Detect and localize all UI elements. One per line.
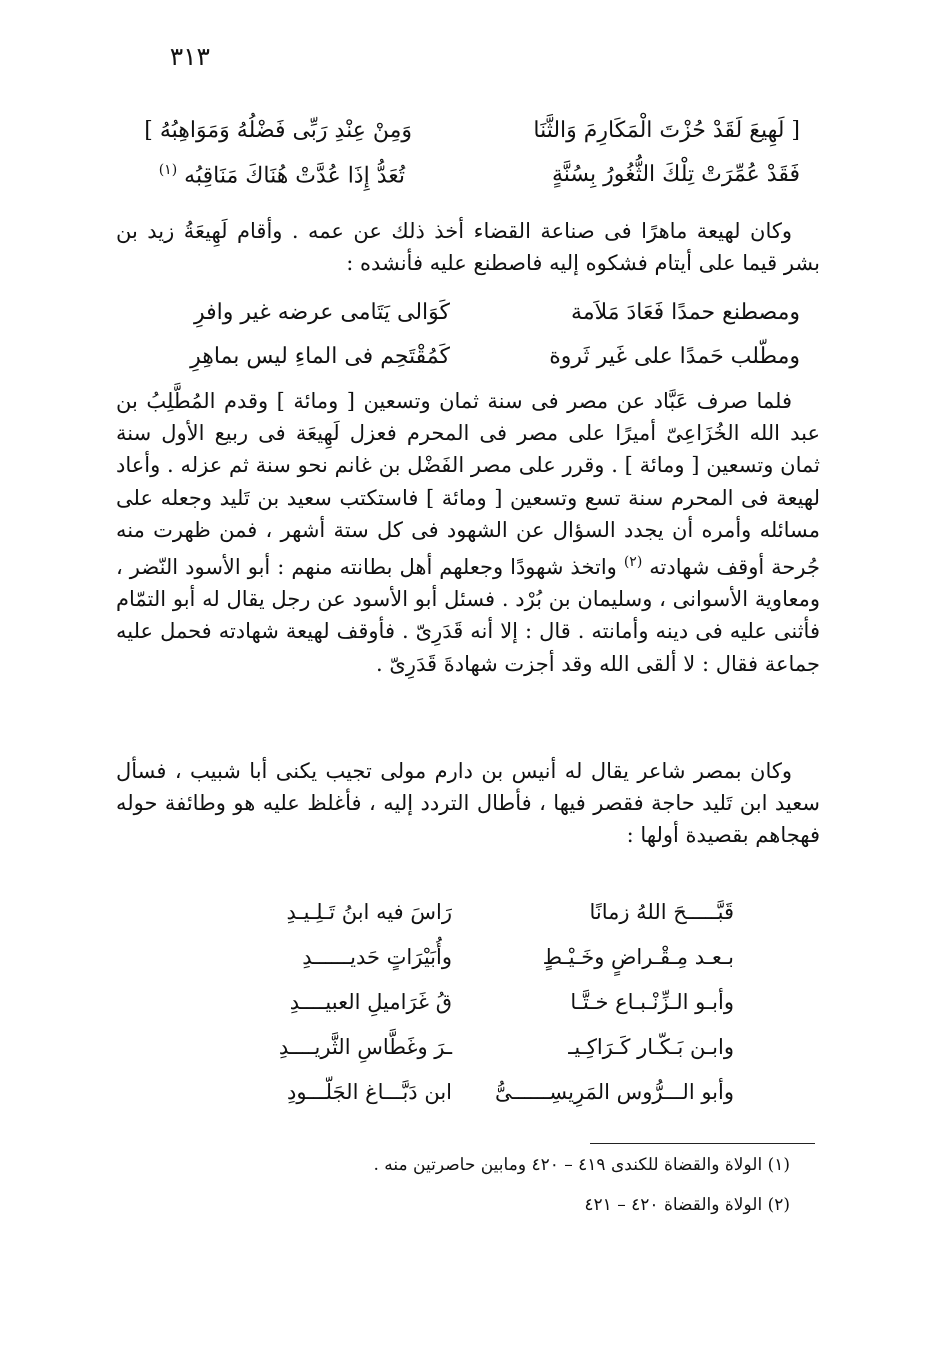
poem-line-4 <box>204 1035 734 1075</box>
poem-hemistich-first: وأبـو الـزِّنْـبـاع خـتَّـا <box>570 990 734 1014</box>
verse-hemistich-first: فَقَدْ عُمِّرَتْ تِلْكَ الثُّغُورُ بِسُنَّةٍ <box>551 162 800 187</box>
verse-hemistich-first: ومطّلب حَمدًا على غَير ثَروة <box>549 344 800 369</box>
poem-line-3 <box>204 990 734 1030</box>
footnote-2: (٢) الولاة والقضاة ٤٢٠ – ٤٢١ <box>584 1195 790 1215</box>
paragraph-text-part-2: واتخذ شهودًا وجعلهم أهل بطانته منهم : أبو الأسود النّضر ، ومعاوية الأسوانى ، وسليمان بن بُرْد . فسئل أبو الأسود عن رجل يقال له أبو التمّام فأثنى عليه فى دينه وأمانته . قال : إلا أنه قَدَرِىّ . فأوقف لهيعة شهادته فحمل عليه جماعة فقال : لا ألقى الله وقد أجزت شهادةَ قَدَرِىّ . <box>116 555 820 676</box>
verse-hemistich-first: ومصطنع حمدًا فَعَادَ مَلاَمة <box>571 300 800 325</box>
poem-hemistich-first: وأبو الـــرُّوس المَرِيسِــــــىُّ <box>494 1080 734 1104</box>
verse-hemistich-second: كَوَالى يَتَامى عرضه غير وافرِ <box>194 300 450 325</box>
verse-text: تُعَدُّ إِذَا عُدَّتْ هُنَاكَ مَنَاقِبُه <box>184 163 405 189</box>
poem-hemistich-first: وابـن بَـكّـار كَـرَاكِـيـ <box>568 1035 734 1059</box>
verse-hemistich-second <box>159 162 405 188</box>
poem-hemistich-second: ـرَ وغَطَّاسِ الثَّريــــدِ <box>278 1035 452 1059</box>
opening-verse-2 <box>120 162 800 198</box>
paragraph-text: وكان لهيعة ماهرًا فى صناعة القضاء أخذ ذلك عن عمه . وأقام لَهِيعَةُ زيد بن بشر قيما على أيتام فشكوه إليه فاصطنع عليه فأنشده : <box>116 219 820 276</box>
middle-verse-2 <box>120 344 800 380</box>
paragraph-2 <box>116 385 820 680</box>
page-number: ٣١٣ <box>169 42 210 71</box>
paragraph-3 <box>116 755 820 852</box>
paragraph-text-part-1: فلما صرف عَبَّاد عن مصر فى سنة ثمان وتسعين [ ومائة ] وقدم المُطَّلِبُ بن عبد الله الخُزَاعِىّ أميرًا على مصر فى المحرم فعزل لَهِيعَة فى ربيع الأول سنة ثمان وتسعين [ ومائة ] . وقرر على مصر الفَضْل بن غانم نحو سنة ثم عزله . وأعاد لهيعة فى المحرم سنة تسع وتسعين [ ومائة ] فاستكتب سعيد بن تَليد وجعله على مسائله وأمره أن يجدد السؤال عن الشهود فى كل ستة أشهر ، فمن ظهرت منه جُرحة أوقف شهادته <box>116 389 820 580</box>
footnote-marker-2[interactable]: (٢) <box>623 554 643 571</box>
footnote-divider <box>590 1143 815 1144</box>
paragraph-text: وكان بمصر شاعر يقال له أنيس بن دارم مولى تجيب يكنى أبا شبيب ، فسأل سعيد ابن تَليد حاجة فقصر فيها ، فأطال التردد إليه ، فأغلظ عليه هو وطائفة حوله فهجاهم بقصيدة أولها : <box>116 759 820 848</box>
footnote-1: (١) الولاة والقضاة للكندى ٤١٩ – ٤٢٠ ومابين حاصرتين منه . <box>373 1155 790 1175</box>
paragraph-1 <box>116 215 820 279</box>
poem-hemistich-first: قَبَّـــــحَ اللهُ زمانًا <box>589 900 734 924</box>
poem-line-2 <box>204 945 734 985</box>
poem-line-1 <box>204 900 734 940</box>
verse-hemistich-second: وَمِنْ عِنْدِ رَبِّى فَضْلُهُ وَمَوَاهِبُهُ ] <box>144 118 412 143</box>
paragraph-text <box>116 385 820 680</box>
poem-hemistich-second: قُ غَرَاميلِ العبيــــدِ <box>289 990 452 1014</box>
verse-hemistich-second: كَمُقْتَحِم فى الماءِ ليس بماهِرِ <box>190 344 450 369</box>
opening-verse-1 <box>120 118 800 154</box>
poem-hemistich-second: رَاسَ فيه ابنُ تَـلِـيـدِ <box>286 900 452 924</box>
poem-line-5 <box>204 1080 734 1120</box>
poem-hemistich-second: وأُبَيْرَاتٍ حَديــــــدِ <box>302 945 452 969</box>
verse-hemistich-first: [ لَهِيعَ لَقَدْ حُزْتَ الْمَكَارِمَ وَالثَّنَا <box>533 118 800 143</box>
footnote-marker-1[interactable]: (١) <box>158 162 178 178</box>
poem-hemistich-second: ابن دَبَّـــاغ الجَلّـــودِ <box>287 1080 452 1104</box>
poem-hemistich-first: بـعـد مِـقْـراضٍ وخَـيْـطٍ <box>542 945 734 969</box>
middle-verse-1 <box>120 300 800 336</box>
